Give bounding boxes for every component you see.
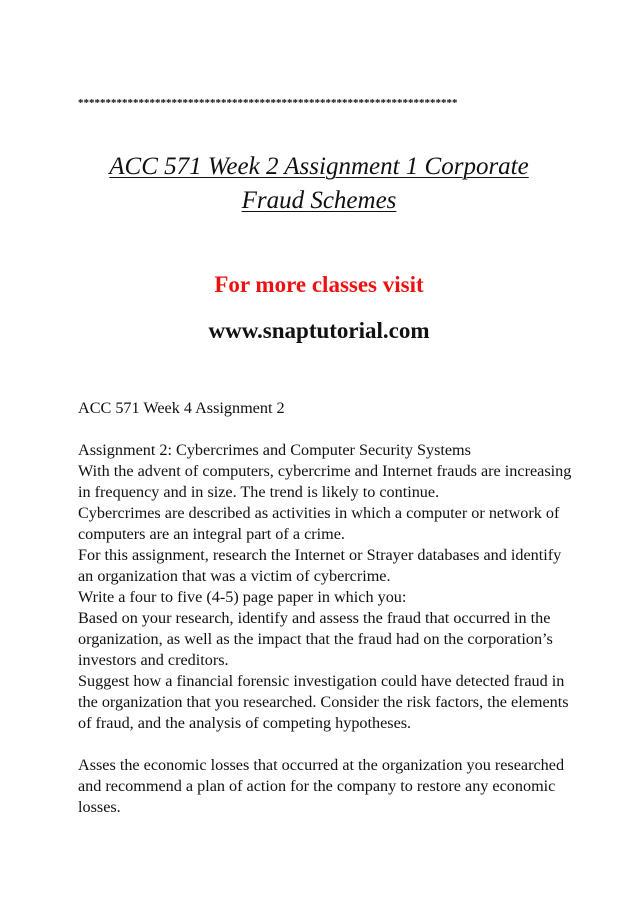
promo-visit-text: For more classes visit [214,272,424,297]
spacer [78,734,578,755]
assignment-body [78,398,578,818]
document-title [60,150,578,218]
paragraph-forensic: Suggest how a financial forensic investigation could have detected fraud in the organization that you researched. Consider the risk factors, the elements of fraud, and the analysis of competing hypotheses. [78,672,569,732]
paragraph-research: For this assignment, research the Internet or Strayer databases and identify an organization that was a victim of cybercrime. [78,546,562,585]
spacer [78,419,578,440]
assignment-subheading: ACC 571 Week 4 Assignment 2 [78,399,285,417]
paragraph-advent: With the advent of computers, cybercrime and Internet frauds are increasing in frequency and in size. The trend is likely to continue. [78,462,572,501]
paragraph-assignment-title: Assignment 2: Cybercrimes and Computer Security Systems [78,441,471,459]
asterisk-divider: ********************************************************************* [78,97,458,109]
title-line-2: Fraud Schemes [241,187,397,214]
paragraph-assess-fraud: Based on your research, identify and assess the fraud that occurred in the organization, as well as the impact that the fraud had on the corporation’s investors and creditors. [78,609,553,669]
promo-website-link[interactable]: www.snaptutorial.com [208,318,430,343]
paragraph-definition: Cybercrimes are described as activities in which a computer or network of computers are an integral part of a crime. [78,504,560,543]
paragraph-instructions: Write a four to five (4-5) page paper in which you: [78,588,407,606]
paragraph-economic-losses: Asses the economic losses that occurred at the organization you researched and recommend a plan of action for the company to restore any economic losses. [78,756,565,816]
title-line-1: ACC 571 Week 2 Assignment 1 Corporate [109,153,529,180]
